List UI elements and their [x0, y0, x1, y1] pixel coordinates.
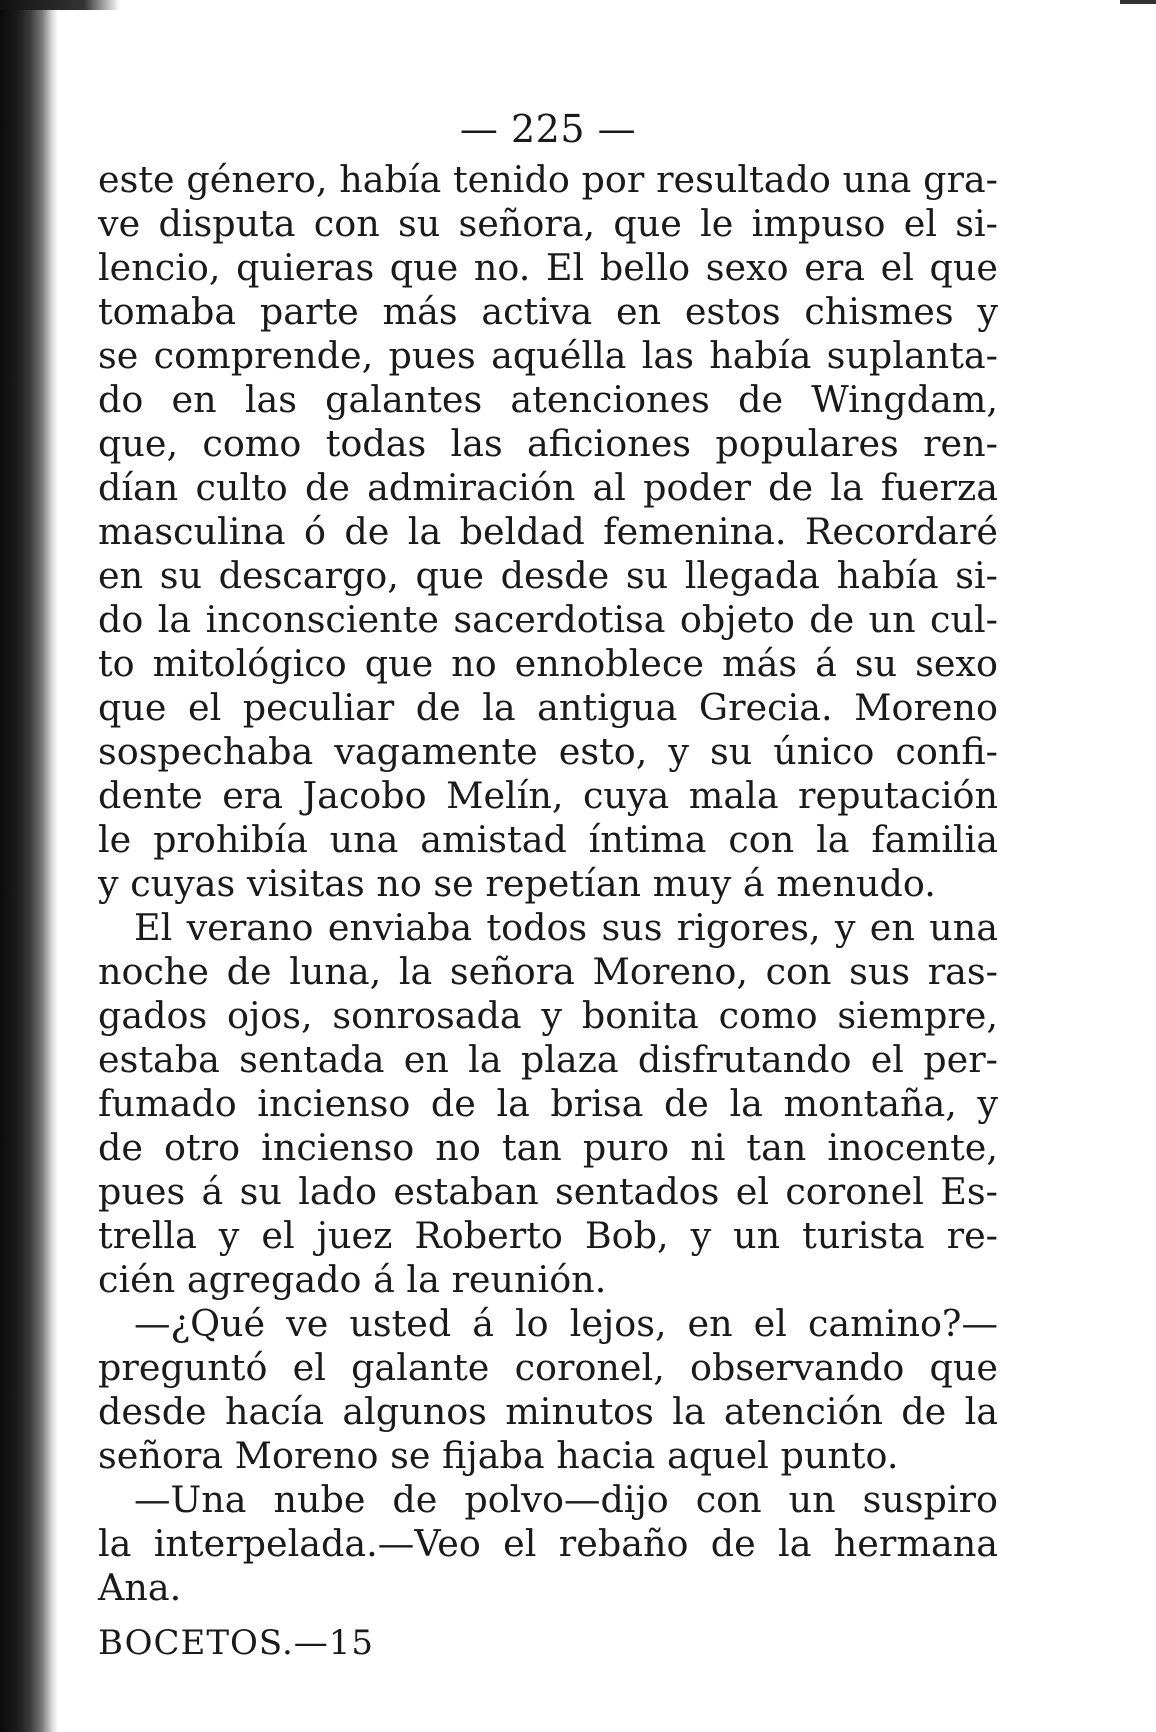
text-line: fumado incienso de la brisa de la montaña, y — [98, 1082, 998, 1125]
text-line: se comprende, pues aquélla las había suplanta- — [98, 334, 998, 377]
corner-mark — [1120, 0, 1156, 4]
binding-shadow — [0, 0, 58, 1732]
text-line: —Una nube de polvo—dijo con un suspiro — [134, 1478, 998, 1521]
signature-mark: BOCETOS.—15 — [98, 1623, 375, 1663]
text-line: pues á su lado estaban sentados el coronel Es- — [98, 1170, 998, 1213]
text-line: lencio, quieras que no. El bello sexo era el que — [98, 246, 998, 289]
binding-top-mark — [0, 0, 120, 10]
text-line: dían culto de admiración al poder de la fuerza — [98, 466, 998, 509]
text-line: do en las galantes atenciones de Wingdam, — [98, 378, 998, 421]
text-line: señora Moreno se fijaba hacia aquel punto. — [98, 1434, 899, 1477]
text-line: noche de luna, la señora Moreno, con sus ras- — [98, 950, 998, 993]
text-line: gados ojos, sonrosada y bonita como siempre, — [98, 994, 998, 1037]
text-line: preguntó el galante coronel, observando que — [98, 1346, 998, 1389]
text-line: tomaba parte más activa en estos chismes y — [98, 290, 998, 333]
text-line: do la inconsciente sacerdotisa objeto de un cul- — [98, 598, 998, 641]
text-line: este género, había tenido por resultado una gra- — [98, 158, 998, 201]
text-line: la interpelada.—Veo el rebaño de la hermana — [98, 1522, 998, 1565]
text-line: trella y el juez Roberto Bob, y un turista re- — [98, 1214, 998, 1257]
text-line: en su descargo, que desde su llegada había si- — [98, 554, 998, 597]
page-number: — 225 — — [459, 107, 637, 151]
text-line: estaba sentada en la plaza disfrutando el per- — [98, 1038, 998, 1081]
text-line: que, como todas las aficiones populares ren- — [98, 422, 998, 465]
text-line: cién agregado á la reunión. — [98, 1258, 607, 1301]
text-line: le prohibía una amistad íntima con la familia — [98, 818, 998, 861]
body-text — [98, 158, 998, 1610]
text-line: Ana. — [98, 1566, 182, 1609]
text-line: to mitológico que no ennoblece más á su sexo — [98, 642, 998, 685]
text-line: que el peculiar de la antigua Grecia. Moreno — [98, 686, 998, 729]
text-line: de otro incienso no tan puro ni tan inocente, — [98, 1126, 998, 1169]
text-line: dente era Jacobo Melín, cuya mala reputación — [98, 774, 998, 817]
text-line: ve disputa con su señora, que le impuso el si- — [98, 202, 998, 245]
text-line: y cuyas visitas no se repetían muy á menudo. — [98, 862, 936, 905]
text-line: —¿Qué ve usted á lo lejos, en el camino?— — [134, 1302, 998, 1345]
text-line: El verano enviaba todos sus rigores, y en una — [134, 906, 998, 949]
text-line: sospechaba vagamente esto, y su único confi- — [98, 730, 998, 773]
text-line: desde hacía algunos minutos la atención de la — [98, 1390, 998, 1433]
text-line: masculina ó de la beldad femenina. Recordaré — [98, 510, 998, 553]
book-page — [98, 104, 998, 1666]
